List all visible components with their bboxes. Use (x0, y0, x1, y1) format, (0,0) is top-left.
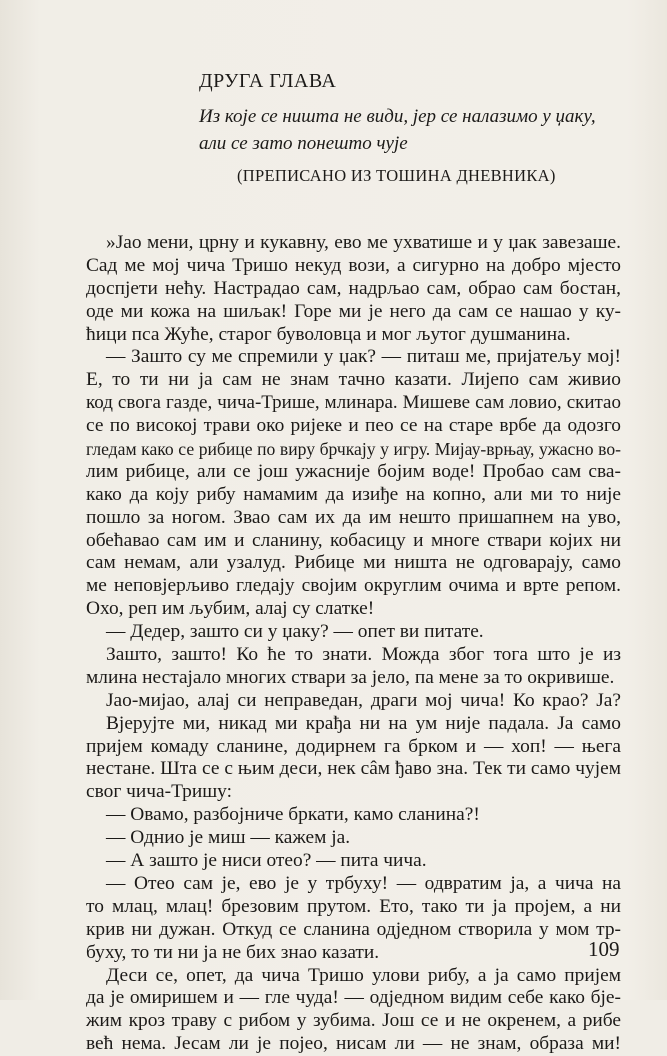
text-line: то млац, млац! брезовим прутом. Ето, тако ти ја пројем, а ни (86, 895, 621, 917)
text-line: — Однио је миш — кажем ја. (106, 827, 351, 849)
text-line: — А зашто је ниси отео? — пита чича. (106, 850, 427, 872)
text-line: Деси се, опет, да чича Тришо улови рибу, а ја само пријем (106, 964, 621, 986)
chapter-subtitle (199, 103, 639, 157)
text-line: сам немам, али узалуд. Рибице ми ништа не одговарају, само (86, 552, 621, 574)
text-line: — Зашто су ме спремили у џак? — питаш ме, пријатељу мој! (106, 346, 621, 368)
text-line: ћици пса Жуће, старог буволовца и мог љутог душманина. (86, 323, 571, 345)
text-line: — Овамо, разбојниче бркати, камо сланина?! (106, 804, 480, 826)
text-line: млина нестајало многих ствари за јело, па мене за то окривише. (86, 666, 615, 688)
text-line: оде ми кожа на шиљак! Горе ми је него да сам се нашао у ку- (86, 300, 621, 322)
text-line: Охо, реп им љубим, алај су слатке! (86, 598, 375, 620)
text-line: обећавао сам им и сланину, кобасицу и многе ствари којих ни (86, 529, 621, 551)
text-line: — Дедер, зашто си у џаку? — опет ви питате. (106, 621, 484, 643)
text-line: буху, то ти ни ја не бих знао казати. (86, 941, 380, 963)
text-line: Зашто, зашто! Ко ће то знати. Можда због тога што је из (106, 644, 621, 666)
text-line: се по високој трави око ријеке и пео се на старе врбе да одозго (86, 415, 621, 437)
text-line: »Јао мени, црну и кукавну, ево ме ухватише и у џак завезаше. (106, 232, 621, 253)
text-line: пријем комаду сланине, додирнем га брком и — хоп! — њега (86, 735, 621, 757)
text-line: гледам како се рибице по виру брчкају у игру. Мијау-врњау, ужасно во- (86, 439, 621, 460)
text-line: Сад ме мој чича Тришо некуд вози, а сигурно на добро мјесто (86, 254, 621, 276)
subtitle-line: Из које се ништа не види, јер се налазимо у џаку, (199, 106, 596, 127)
subtitle-line: али се зато понешто чује (199, 133, 408, 154)
text-line: доспјети нећу. Настрадао сам, надрљао сам, обрао сам бостан, (86, 277, 621, 299)
text-line: код свога газде, чича-Трише, млинара. Мишеве сам ловио, скитао (86, 392, 621, 414)
chapter-title: ДРУГА ГЛАВА (199, 70, 337, 92)
text-line: нестане. Шта се с њим деси, нек сâм ђаво зна. Тек ти само чујем (86, 758, 621, 780)
text-line: већ нема. Јесам ли је појео, нисам ли — не знам, образа ми! (86, 1033, 621, 1055)
text-line: крив ни дужан. Откуд се сланина одједном створила у мом тр- (86, 918, 621, 940)
text-line: ме неповјерљиво гледају својим округлим очима и врте репом. (86, 575, 621, 597)
text-line: лим рибице, али се још ужасније бојим воде! Пробао сам сва- (86, 460, 621, 482)
page-number: 109 (588, 937, 620, 961)
text-line: Вјерујте ми, никад ми крађа ни на ум није падала. Ја само (106, 712, 621, 734)
text-line: Е, то ти ни ја сам не знам тачно казати. Лијепо сам живио (86, 369, 621, 391)
text-line: жим кроз траву с рибом у зубима. Још се и не окренем, а рибе (86, 1010, 621, 1032)
text-line: — Отео сам је, ево је у трбуху! — одвратим ја, а чича на (106, 872, 621, 894)
chapter-note: (ПРЕПИСАНО ИЗ ТОШИНА ДНЕВНИКА) (237, 166, 556, 185)
text-line: пошло за ногом. Звао сам их да им нешто пришапнем на уво, (86, 506, 621, 528)
body-text (86, 232, 621, 1056)
text-line: свог чича-Тришу: (86, 781, 233, 803)
text-line: Јао-мијао, алај си неправедан, драги мој чича! Ко крао? Ја? (106, 689, 621, 711)
text-line: да је омиришем и — гле чуда! — одједном видим себе како бје- (86, 987, 621, 1009)
text-line: како да коју рибу намамим да изиђе на копно, али ми то није (86, 483, 621, 505)
